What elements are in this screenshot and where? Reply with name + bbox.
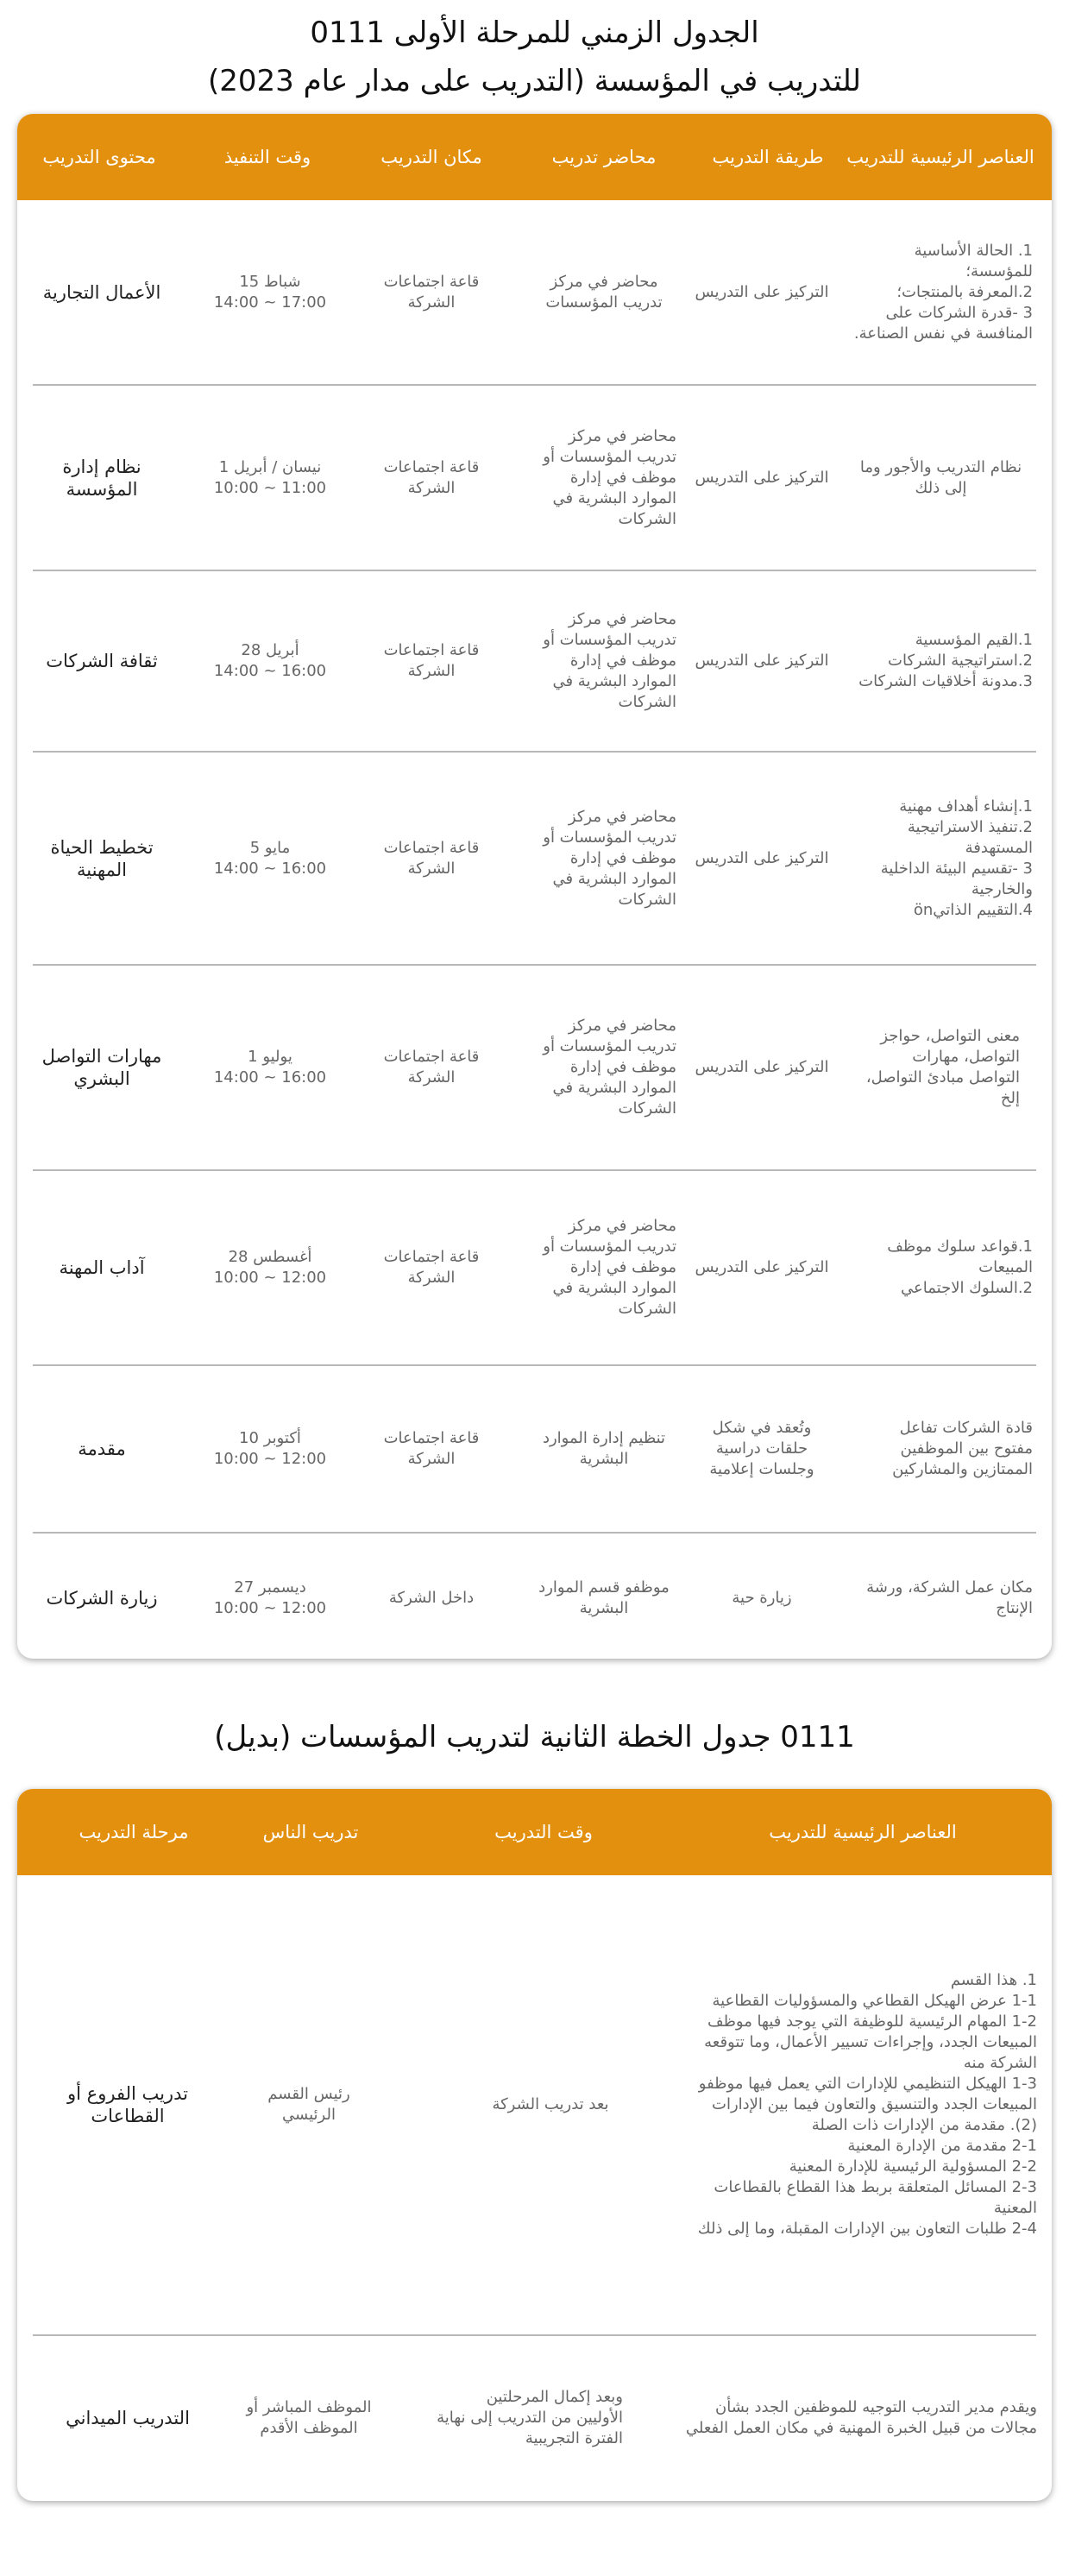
row-stage: تدريب الفروع أو القطاعات xyxy=(67,2083,188,2126)
row-place: قاعة اجتماعات الشركة xyxy=(383,838,480,878)
row-elements: 1.إنشاء أهداف مهنية 2.تنفيذ الاستراتيجية المستهدفة 3 -تقسيم البيئة الداخلية والخارجية 4.التقييم الذاتيön xyxy=(880,797,1033,919)
row-date: 10 أكتوبر xyxy=(239,1429,301,1447)
header-time: وقت التنفيذ xyxy=(223,146,311,167)
row-trainer: محاضر في مركز تدريب المؤسسات أو موظف في إدارة الموارد البشرية في الشركات xyxy=(543,1017,676,1118)
row-topic: الأعمال التجارية xyxy=(42,281,161,303)
row-time: 14:00 ~ 16:00 xyxy=(213,1068,327,1086)
row-method: وتُعقد في شكل حلقات دراسية وجلسات إعلامية xyxy=(709,1419,814,1478)
row-time: 10:00 ~ 11:00 xyxy=(213,478,327,497)
row-datetime xyxy=(192,1534,348,1659)
row-time: 14:00 ~ 17:00 xyxy=(213,293,327,312)
row-datetime xyxy=(192,200,348,384)
row-method: زيارة حية xyxy=(732,1589,792,1607)
header-elements: العناصر الرئيسية للتدريب xyxy=(846,146,1034,167)
row-time: وبعد إكمال المرحلتين الأوليين من التدريب إلى نهاية الفترة التجريبية xyxy=(437,2388,623,2447)
row-topic: ثقافة الشركات xyxy=(46,651,158,671)
row-datetime xyxy=(192,1366,348,1532)
row-trainer: تنظيم إدارة الموارد البشرية xyxy=(542,1429,666,1468)
table-row xyxy=(33,1875,1036,2336)
table-row xyxy=(33,1534,1036,1659)
row-topic: مقدمة xyxy=(78,1439,126,1459)
header-method: طريقة التدريب xyxy=(712,146,824,167)
row-time: 10:00 ~ 12:00 xyxy=(213,1269,327,1287)
plan-title: 0111 جدول الخطة الثانية لتدريب المؤسسات (بديل) xyxy=(214,1720,855,1754)
row-topic: تخطيط الحياة المهنية xyxy=(50,836,154,880)
row-place: قاعة اجتماعات الشركة xyxy=(383,272,480,312)
row-time: 10:00 ~ 12:00 xyxy=(213,1450,327,1468)
header-content: محتوى التدريب xyxy=(42,146,156,167)
row-date: 28 أغسطس xyxy=(228,1248,312,1266)
row-datetime xyxy=(192,753,348,964)
row-elements: مكان عمل الشركة، ورشة الإنتاج xyxy=(866,1578,1033,1617)
row-elements: معنى التواصل، حواجز التواصل، مهارات التواصل مبادئ التواصل، إلخ xyxy=(865,1027,1020,1107)
header-stage: مرحلة التدريب xyxy=(79,1821,189,1842)
row-trainer: موظفو قسم الموارد البشرية xyxy=(538,1578,670,1617)
schedule-title-line1: الجدول الزمني للمرحلة الأولى 0111 xyxy=(310,16,759,50)
table-row xyxy=(33,2336,1036,2500)
table-row xyxy=(33,200,1036,386)
row-date: 27 ديسمبر xyxy=(234,1578,306,1597)
row-trainer: محاضر في مركز تدريب المؤسسات xyxy=(545,272,663,312)
row-trainer: محاضر في مركز تدريب المؤسسات أو موظف في إدارة الموارد البشرية في الشركات xyxy=(543,1217,676,1318)
row-time: 14:00 ~ 16:00 xyxy=(213,662,327,680)
row-topic: نظام إدارة المؤسسة xyxy=(62,456,141,500)
row-stage: التدريب الميداني xyxy=(66,2408,190,2428)
table-row xyxy=(33,1171,1036,1366)
row-place: قاعة اجتماعات الشركة xyxy=(383,1248,480,1287)
header-people: تدريب الناس xyxy=(262,1821,359,1842)
row-topic: آداب المهنة xyxy=(59,1257,145,1278)
row-elements: نظام التدريب والأجور وما إلى ذلك xyxy=(859,457,1022,497)
row-time: بعد تدريب الشركة xyxy=(492,2095,609,2113)
row-topic: مهارات التواصل البشري xyxy=(41,1046,162,1089)
schedule-title-line2: للتدريب في المؤسسة (التدريب على مدار عام 2023) xyxy=(207,64,862,98)
row-people: رئيس القسم الرئيسي xyxy=(267,2085,350,2124)
row-place: قاعة اجتماعات الشركة xyxy=(383,457,480,497)
table-row xyxy=(33,1366,1036,1534)
row-elements: 1.القيم المؤسسية 2.استراتيجية الشركات 3.مدونة أخلاقيات الشركات xyxy=(858,631,1033,690)
row-date: 1 نيسان / أبريل xyxy=(218,457,322,476)
row-method: التركيز على التدريس xyxy=(695,652,829,670)
row-date: 5 مايو xyxy=(249,838,291,857)
row-people: الموظف المباشر أو الموظف الأقدم xyxy=(246,2398,372,2437)
row-elements: ويقدم مدير التدريب التوجيه للموظفين الجدد بشأن مجالات من قبيل الخبرة المهنية في مكان العمل الفعلي xyxy=(685,2398,1037,2437)
header-elements: العناصر الرئيسية للتدريب xyxy=(769,1821,957,1842)
row-datetime xyxy=(192,386,348,570)
row-elements: 1. هذا القسم 1-1 عرض الهيكل القطاعي والمسؤوليات القطاعية 1-2 المهام الرئيسية للوظيفة التي يوجد فيها موظف المبيعات الجدد، وإجراءات تسيير الأعمال، وما تتوقعه الشركة منه 1-3 الهيكل التنظيمي للإدارات التي يعمل فيها موظفو المبيعات الجدد والتنسيق والتعاون فيما بين الإدارات (2). مقدمة من الإدارات ذات الصلة 2-1 مقدمة من الإدارة المعنية 2-2 المسؤولية الرئيسية للإدارة المعنية 2-3 المسائل المتعلقة بربط هذا القطاع بالقطاعات المعنية 2-4 طلبات التعاون بين الإدارات المقبلة، وما إلى ذلك xyxy=(697,1971,1037,2238)
row-place: قاعة اجتماعات الشركة xyxy=(383,1048,480,1086)
table-row xyxy=(33,753,1036,966)
row-method: التركيز على التدريس xyxy=(695,1058,829,1076)
row-time: 10:00 ~ 12:00 xyxy=(213,1599,327,1617)
table-row xyxy=(33,571,1036,753)
row-topic: زيارة الشركات xyxy=(46,1588,158,1609)
row-method: التركيز على التدريس xyxy=(695,282,829,301)
header-time: وقت التدريب xyxy=(494,1821,593,1842)
row-trainer: محاضر في مركز تدريب المؤسسات أو موظف في إدارة الموارد البشرية في الشركات xyxy=(543,807,676,909)
row-datetime xyxy=(192,571,348,751)
row-datetime xyxy=(192,966,348,1169)
row-method: التركيز على التدريس xyxy=(695,848,829,867)
table-row xyxy=(33,386,1036,571)
row-place: قاعة اجتماعات الشركة xyxy=(383,1429,480,1468)
plan-table xyxy=(17,1789,1052,2501)
header-place: مكان التدريب xyxy=(380,146,482,167)
row-place: قاعة اجتماعات الشركة xyxy=(383,641,480,680)
table-row xyxy=(33,966,1036,1171)
row-elements: 1.قواعد سلوك موظف المبيعات 2.السلوك الاجتماعي xyxy=(887,1238,1033,1297)
row-date: 1 يوليو xyxy=(248,1048,292,1066)
plan-table-header xyxy=(17,1789,1052,1875)
schedule-table xyxy=(17,114,1052,1659)
row-time: 14:00 ~ 16:00 xyxy=(213,859,327,878)
row-datetime xyxy=(192,1171,348,1364)
row-trainer: محاضر في مركز تدريب المؤسسات أو موظف في إدارة الموارد البشرية في الشركات xyxy=(543,610,676,711)
header-trainer: محاضر تدريب xyxy=(551,146,657,167)
schedule-title xyxy=(0,9,1069,105)
row-trainer: محاضر في مركز تدريب المؤسسات أو موظف في إدارة الموارد البشرية في الشركات xyxy=(543,426,676,528)
row-method: التركيز على التدريس xyxy=(695,468,829,487)
row-place: داخل الشركة xyxy=(388,1589,475,1607)
row-method: التركيز على التدريس xyxy=(695,1258,829,1276)
row-elements: 1. الحالة الأساسية للمؤسسة؛ 2.المعرفة بالمنتجات؛ 3 -قدرة الشركات على المنافسة في نفس الصناعة. xyxy=(853,241,1033,343)
schedule-table-header xyxy=(17,114,1052,200)
row-elements: قادة الشركات تفاعل مفتوح بين الموظفين الممتازين والمشاركين xyxy=(892,1419,1033,1478)
row-date: 28 أبريل xyxy=(241,641,299,659)
row-date: 15 شباط xyxy=(239,272,301,291)
